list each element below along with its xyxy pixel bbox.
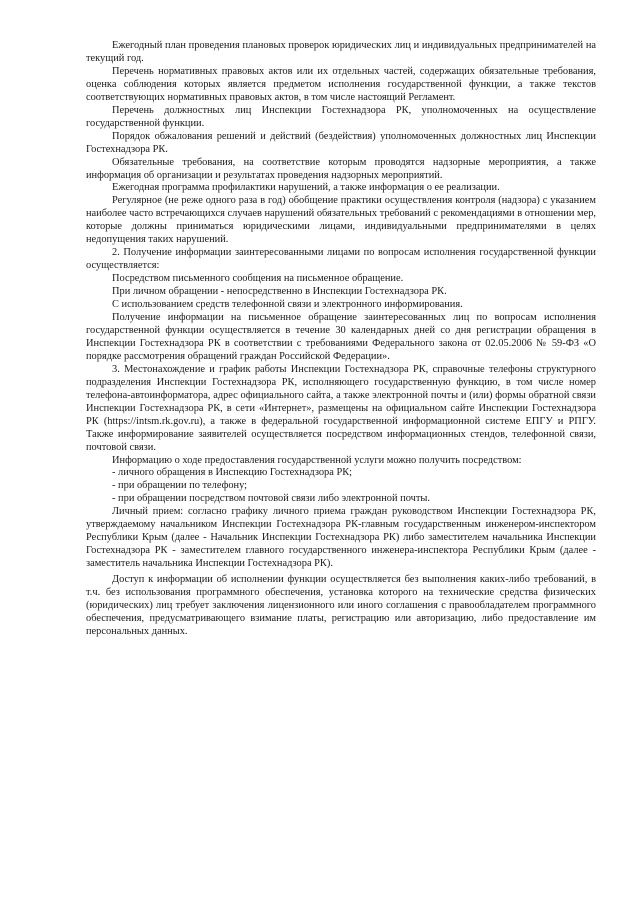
- list-item-phone-appeal: - при обращении по телефону;: [112, 480, 248, 492]
- paragraph-section-3-location: 3. Местонахождение и график работы Инспекции Гостехнадзора РК, справочные телефоны структурного подразделения Инспекции Гостехнадзора РК, исполняющего государственную функцию, в том числе номер телефона-автоинформатора, адрес официального сайта, а также электронной почты и (или) формы обратной связи Инспекции Гостехнадзора РК, в сети «Интернет», размещены на официальном сайте Инспекции Гостехнадзора РК (https://intsm.rk.gov.ru), а также в федеральной государственной информационной системе ЕПГУ и РПГУ. Также информирование заявителей осуществляется посредством информационных стендов, телефонной связи, почтовой связи.: [86, 363, 596, 453]
- paragraph-appeal-procedure: Порядок обжалования решений и действий (бездействия) уполномоченных должностных лиц Инспекции Гостехнадзора РК.: [86, 130, 596, 155]
- paragraph-written-response-term: Получение информации на письменное обращение заинтересованных лиц по вопросам исполнения государственной функции осуществляется в течение 30 календарных дней со дня регистрации обращения в Инспекции Гостехнадзора РК в соответствии с требованиями Федерального закона от 02.05.2006 № 59-ФЗ «О порядке рассмотрения обращений граждан Российской Федерации».: [86, 312, 596, 362]
- paragraph-section-2-heading: 2. Получение информации заинтересованными лицами по вопросам исполнения государственной функции осуществляется:: [86, 247, 596, 272]
- paragraph-regulatory-acts-list: Перечень нормативных правовых актов или их отдельных частей, содержащих обязательные требования, оценка соблюдения которых является предметом исполнения государственной функции, а также текстов соответствующих нормативных правовых актов, в том числе настоящий Регламент.: [86, 65, 596, 103]
- paragraph-annual-inspection-plan: Ежегодный план проведения плановых проверок юридических лиц и индивидуальных предпринимателей на текущий год.: [86, 40, 596, 64]
- paragraph-mandatory-requirements: Обязательные требования, на соответствие которым проводятся надзорные мероприятия, а также информация об организации и результатах проведения надзорных мероприятий.: [86, 156, 596, 181]
- paragraph-practice-summary: Регулярное (не реже одного раза в год) обобщение практики осуществления контроля (надзора) с указанием наиболее часто встречающихся случаев нарушений обязательных требований с рекомендациями в отношении мер, которые должны приниматься юридическими лицами, индивидуальными предпринимателями в целях недопущения таких нарушений.: [86, 195, 596, 246]
- paragraph-progress-info-intro: Информацию о ходе предоставления государственной услуги можно получить посредством:: [112, 454, 522, 466]
- paragraph-prevention-program: Ежегодная программа профилактики нарушений, а также информация о ее реализации.: [112, 182, 500, 194]
- paragraph-phone-electronic: С использованием средств телефонной связи и электронного информирования.: [112, 299, 463, 311]
- paragraph-access-to-information: Доступ к информации об исполнении функции осуществляется без выполнения каких-либо требований, в т.ч. без использования программного обеспечения, установка которого на технические средства физических (юридических) лиц требует заключения лицензионного или иного соглашения с правообладателем программного обеспечения, предусматривающего взимание платы, регистрацию или авторизацию, либо предоставление им персональных данных.: [86, 574, 596, 637]
- list-item-personal-appeal: - личного обращения в Инспекцию Гостехнадзора РК;: [112, 467, 353, 479]
- paragraph-officials-list: Перечень должностных лиц Инспекции Гостехнадзора РК, уполномоченных на осуществление государственной функции.: [86, 104, 596, 129]
- document-page: [86, 40, 596, 639]
- paragraph-personal-visit: При личном обращении - непосредственно в Инспекции Гостехнадзора РК.: [112, 286, 447, 298]
- list-item-mail-appeal: - при обращении посредством почтовой связи либо электронной почты.: [112, 493, 430, 505]
- paragraph-personal-reception: Личный прием: согласно графику личного приема граждан руководством Инспекции Гостехнадзора РК, утверждаемому начальником Инспекции Гостехнадзора РК-главным государственным инженером-инспектором Республики Крым (далее - Начальник Инспекции Гостехнадзора РК) либо заместителем начальника Инспекции Гостехнадзора РК - заместителем главного государственного инженера-инспектора Республики Крым (далее - заместитель начальника Инспекции Гостехнадзора РК).: [86, 506, 596, 570]
- paragraph-written-message: Посредством письменного сообщения на письменное обращение.: [112, 273, 404, 285]
